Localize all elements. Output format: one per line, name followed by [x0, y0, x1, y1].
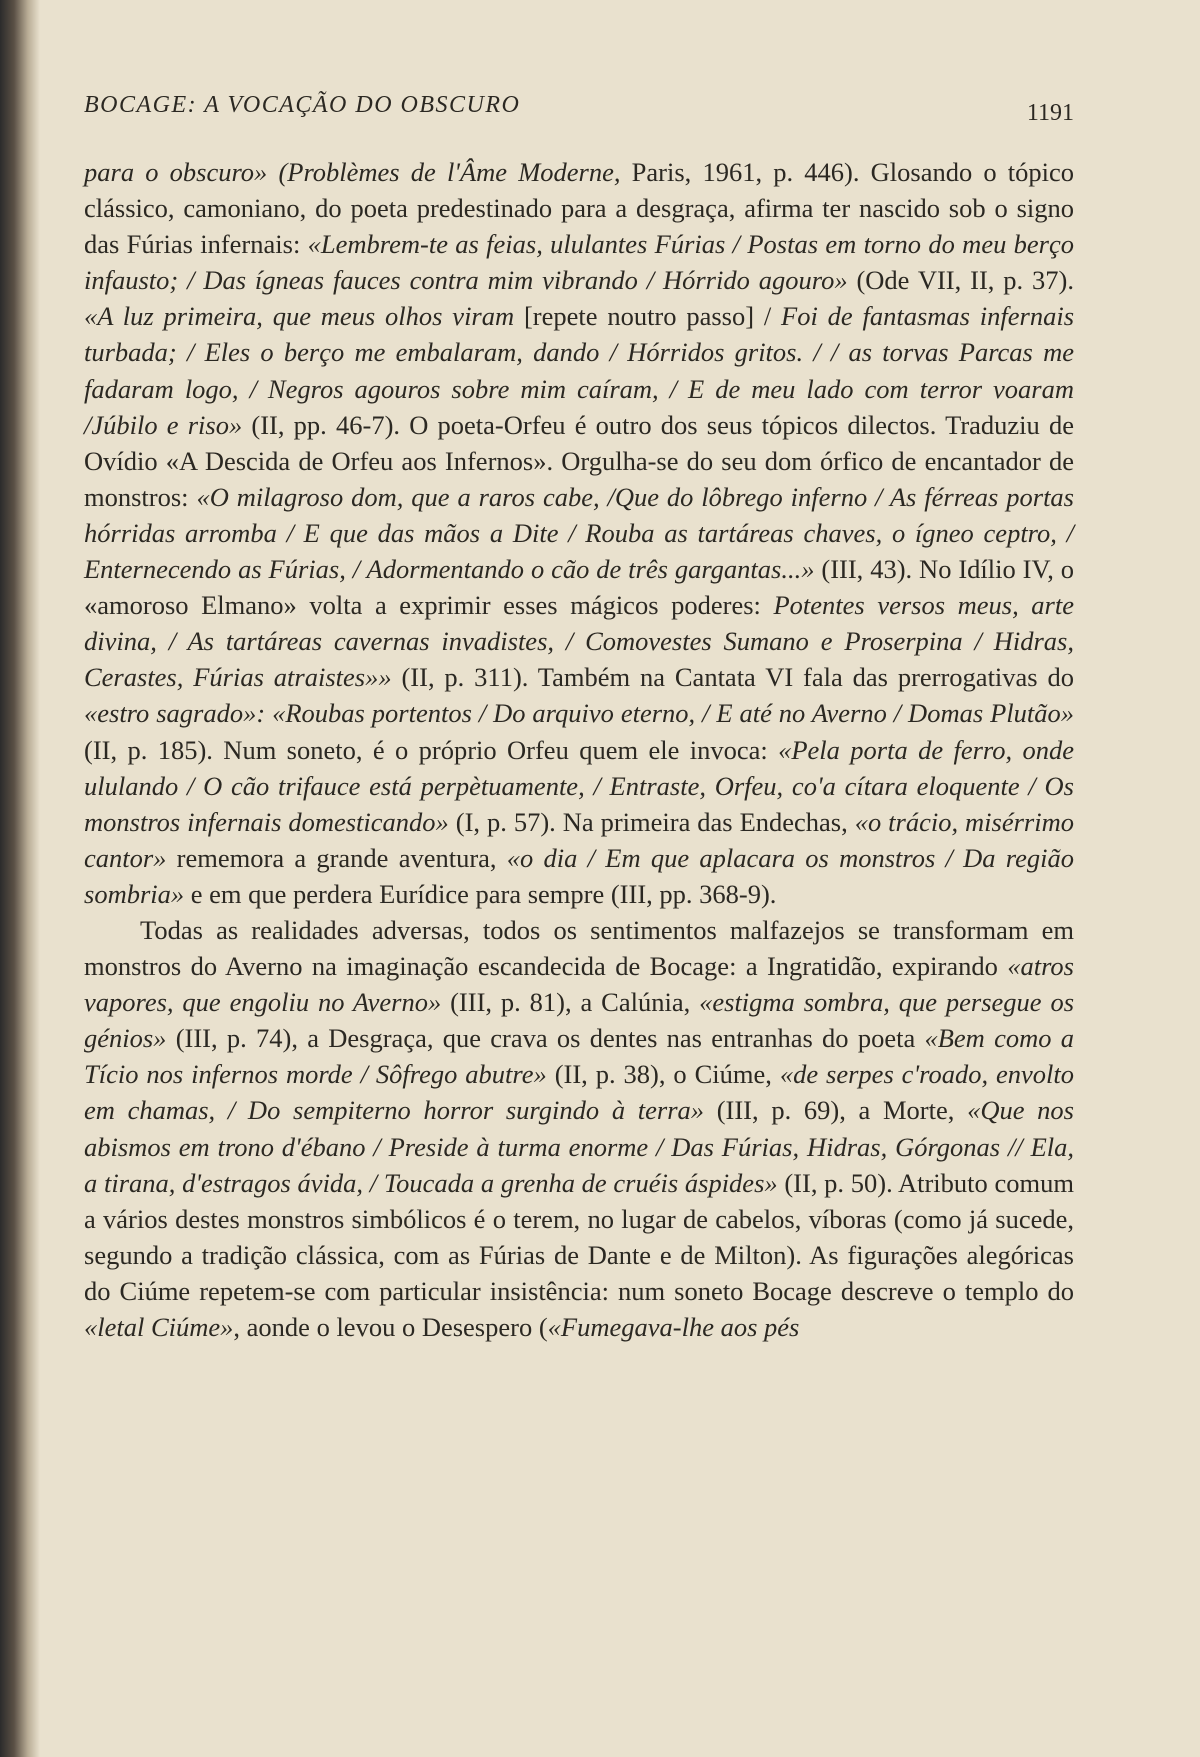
italic-quotation: «estigma sombra, que persegue os génios» [84, 987, 1075, 1054]
text-run: (II, p. 50). Atributo comum a vários destes monstros simbólicos é o terem, no lugar de cabelos, víboras (como já sucede, segundo a tradição clássica, com as Fúrias de Dante e de Milton). As figurações alegóricas do Ciúme repetem-se com particular insistência: num soneto Bocage descreve o templo do [84, 1167, 1074, 1306]
italic-quotation: «letal Ciúme» [84, 1312, 234, 1342]
text-run: Todas as realidades adversas, todos os sentimentos malfazejos se transformam em monstros do Averno na imaginação escandecida de Bocage: a Ingratidão, expirando [84, 914, 1074, 982]
italic-quotation: Potentes versos meus, arte divina, / As tartáreas cavernas invadistes, / Comovestes Sumano e Proserpina / Hidras, Cerastes, Fúrias atraistes»» [84, 590, 1074, 693]
italic-quotation: «Bem como a Tício nos infernos morde / Sôfrego abutre» [84, 1023, 1074, 1090]
text-run: (I, p. 57). Na primeira das Endechas, [448, 806, 855, 837]
book-page [84, 92, 1074, 1345]
italic-quotation: «A luz primeira, que meus olhos viram [84, 301, 515, 332]
italic-quotation: «O milagroso dom, que a raros cabe, /Que do lôbrego inferno / As férreas portas hórridas arromba / E que das mãos a Dite / Rouba as tartáreas chaves, o ígneo ceptro, / Enternecendo as Fúrias, / Adormentando o cão de três gargantas...» [84, 481, 1074, 585]
italic-quotation: «o trácio, misérrimo cantor» [84, 806, 1074, 873]
text-run: (II, pp. 46-7). O poeta-Orfeu é outro dos seus tópicos dilectos. Traduziu de Ovídio «A Descida de Orfeu aos Infernos». Orgulha-se do seu dom órfico de encantador de monstros: [84, 409, 1074, 512]
text-run: rememora a grande aventura, [166, 842, 507, 873]
text-run: Paris, 1961, p. 446). Glosando o tópico clássico, camoniano, do poeta predestinado para a desgraça, afirma ter nascido sob o signo das Fúrias infernais: [84, 157, 1075, 260]
running-title: BOCAGE: A VOCAÇÃO DO OBSCURO [84, 92, 521, 118]
text-run: (II, p. 311). Também na Cantata VI fala das prerrogativas do [391, 662, 1074, 693]
text-run: (Ode VII, II, p. 37). [847, 265, 1074, 296]
text-run: (III, p. 74), a Desgraça, que crava os dentes nas entranhas do poeta [166, 1023, 925, 1054]
running-head [84, 92, 1074, 132]
text-run: (II, p. 38), o Ciúme, [546, 1059, 780, 1090]
italic-quotation: «de serpes c'roado, envolto em chamas, / Do sempiterno horror surgindo à terra» [84, 1059, 1075, 1126]
italic-quotation: «Fumegava-lhe aos pés [547, 1312, 800, 1342]
italic-quotation: Foi de fantasmas infernais turbada; / Eles o berço me embalaram, dando / Hórridos gritos. / / as torvas Parcas me fadaram logo, / Negros agouros sobre mim caíram, / E de meu lado com terror voaram /Júbilo e riso» [84, 301, 1075, 440]
italic-quotation: «o dia / Em que aplacara os monstros / Da região sombria» [84, 842, 1074, 909]
italic-quotation: «atros vapores, que engoliu no Averno» [84, 951, 1074, 1018]
text-run: e em que perdera Eurídice para sempre (III, pp. 368-9). [184, 878, 777, 909]
paragraph [84, 912, 1074, 1345]
text-run: [repete noutro passo] / [514, 301, 782, 332]
text-run: (III, p. 81), a Calúnia, [441, 987, 700, 1018]
book-binding-shadow [0, 0, 40, 1757]
paragraph [84, 154, 1074, 912]
body-text [84, 154, 1074, 1345]
italic-quotation: «estro sagrado»: «Roubas portentos / Do arquivo eterno, / E até no Averno / Domas Plutão» [84, 698, 1074, 729]
italic-quotation: «Pela porta de ferro, onde ululando / O cão trifauce está perpètuamente, / Entraste, Orfeu, co'a cítara eloquente / Os monstros infernais domesticando» [84, 734, 1075, 837]
text-run: (III, 43). No Idílio IV, o «amoroso Elmano» volta a exprimir esses mágicos poderes: [84, 554, 1074, 621]
text-run: , aonde o levou o Desespero ( [233, 1312, 548, 1342]
italic-quotation: para o obscuro» (Problèmes de l'Âme Moderne, [84, 157, 632, 187]
text-run: (II, p. 185). Num soneto, é o próprio Orfeu quem ele invoca: [84, 734, 779, 765]
text-run: (III, p. 69), a Morte, [704, 1095, 968, 1126]
page-number: 1191 [1026, 100, 1074, 126]
italic-quotation: «Que nos abismos em trono d'ébano / Preside à turma enorme / Das Fúrias, Hidras, Górgonas // Ela, a tirana, d'estragos ávida, / Toucada a grenha de cruéis áspides» [84, 1095, 1074, 1198]
italic-quotation: «Lembrem-te as feias, ululantes Fúrias / Postas em torno do meu berço infausto; / Das ígneas fauces contra mim vibrando / Hórrido agouro» [84, 229, 1074, 296]
